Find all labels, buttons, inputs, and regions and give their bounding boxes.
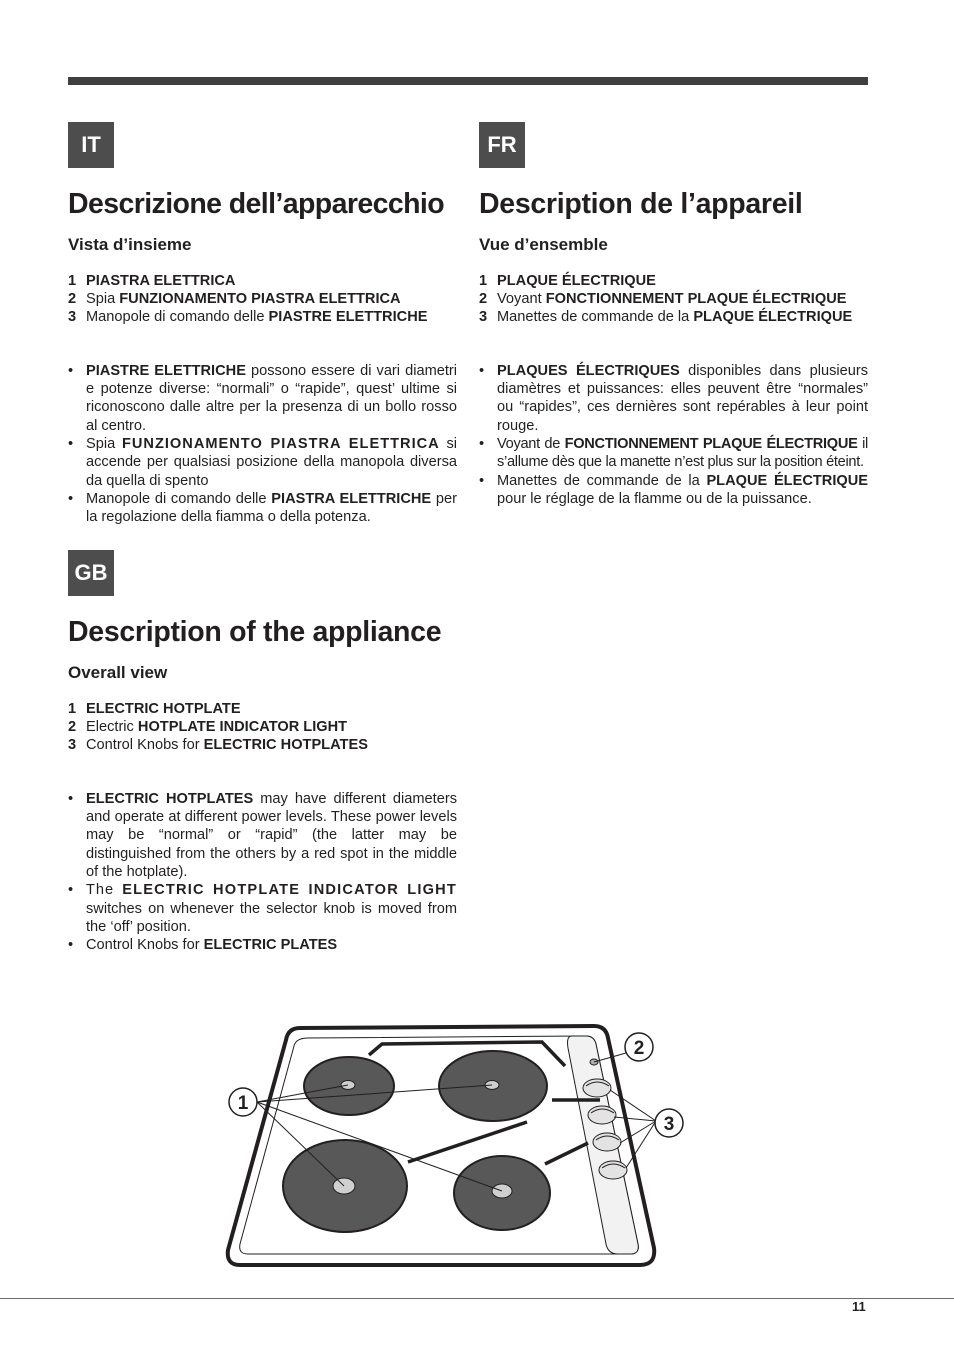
bullet-list-it	[68, 362, 457, 527]
section-it	[68, 122, 457, 526]
language-badge-it: IT	[68, 122, 114, 168]
section-subtitle-fr: Vue d’ensemble	[479, 234, 608, 254]
bullet-list-gb	[68, 790, 457, 955]
callout-2	[625, 1033, 653, 1061]
legend-item: 3 Control Knobs for ELECTRIC HOTPLATES	[68, 737, 368, 754]
bullet-item: • Manopole di comando delle PIASTRA ELETTRICHE per la regolazione della fiamma o della potenza.	[68, 490, 457, 527]
svg-text:3: 3	[663, 1114, 675, 1135]
section-title-gb: Description of the appliance	[68, 616, 442, 648]
legend-item: 1 PLAQUE ÉLECTRIQUE	[479, 272, 656, 289]
legend-item: 2 Voyant FONCTIONNEMENT PLAQUE ÉLECTRIQUE	[479, 290, 847, 307]
control-knob	[593, 1133, 621, 1151]
language-badge-gb: GB	[68, 550, 114, 596]
bullet-item: • Control Knobs for ELECTRIC PLATES	[68, 936, 457, 954]
legend-item: 3 Manettes de commande de la PLAQUE ÉLECTRIQUE	[479, 309, 853, 326]
page-number: 11	[852, 1299, 866, 1314]
svg-text:1: 1	[237, 1093, 249, 1114]
bullet-item: • Voyant de FONCTIONNEMENT PLAQUE ÉLECTRIQUE il s’allume dès que la manette n’est plus sur la position éteint.	[479, 435, 868, 472]
section-gb	[68, 550, 457, 954]
section-title-fr: Description de l’appareil	[479, 188, 803, 220]
bullet-item: • PLAQUES ÉLECTRIQUES disponibles dans plusieurs diamètres et puissances: elles peuvent être “normales” ou “rapides”, ces dernières sont repérables à leur point rouge.	[479, 362, 868, 435]
callout-3	[655, 1109, 683, 1137]
hob-illustration	[222, 1022, 692, 1272]
legend-item: 3 Manopole di comando delle PIASTRE ELETTRICHE	[68, 309, 428, 326]
control-knob	[599, 1161, 627, 1179]
bullet-item: • ELECTRIC HOTPLATES may have different diameters and operate at different power levels. These power levels may be “normal” or “rapid” (the latter may be distinguished from the others by a red spot in the middle of the hotplate).	[68, 790, 457, 881]
control-knob	[588, 1106, 616, 1124]
legend-item: 1 PIASTRA ELETTRICA	[68, 272, 236, 289]
section-subtitle-it: Vista d’insieme	[68, 234, 192, 254]
legend-item: 2 Spia FUNZIONAMENTO PIASTRA ELETTRICA	[68, 290, 401, 307]
bullet-item: • PIASTRE ELETTRICHE possono essere di vari diametri e potenze diverse: “normali” o “rapide”, quest’ ultime si riconoscono dalle altre per la presenza di un bollo rosso al centro.	[68, 362, 457, 435]
bullet-item: • The ELECTRIC HOTPLATE INDICATOR LIGHT switches on whenever the selector knob is moved from the ‘off’ position.	[68, 881, 457, 936]
bullet-list-fr	[479, 362, 868, 508]
legend-item: 1 ELECTRIC HOTPLATE	[68, 700, 241, 717]
legend-list-it	[68, 272, 457, 327]
legend-list-gb	[68, 700, 457, 755]
control-knob	[583, 1079, 611, 1097]
bullet-item: • Spia FUNZIONAMENTO PIASTRA ELETTRICA si accende per qualsiasi posizione della manopola diversa da quella di spento	[68, 435, 457, 490]
section-title-it: Descrizione dell’apparecchio	[68, 188, 445, 220]
language-badge-fr: FR	[479, 122, 525, 168]
footer-rule	[0, 1298, 954, 1299]
legend-item: 2 Electric HOTPLATE INDICATOR LIGHT	[68, 718, 348, 735]
section-subtitle-gb: Overall view	[68, 662, 168, 682]
bullet-item: • Manettes de commande de la PLAQUE ÉLECTRIQUE pour le réglage de la flamme ou de la puissance.	[479, 472, 868, 509]
section-fr	[479, 122, 868, 508]
top-rule	[68, 77, 868, 85]
svg-text:2: 2	[633, 1038, 645, 1059]
callout-1	[229, 1088, 257, 1116]
legend-list-fr	[479, 272, 868, 327]
